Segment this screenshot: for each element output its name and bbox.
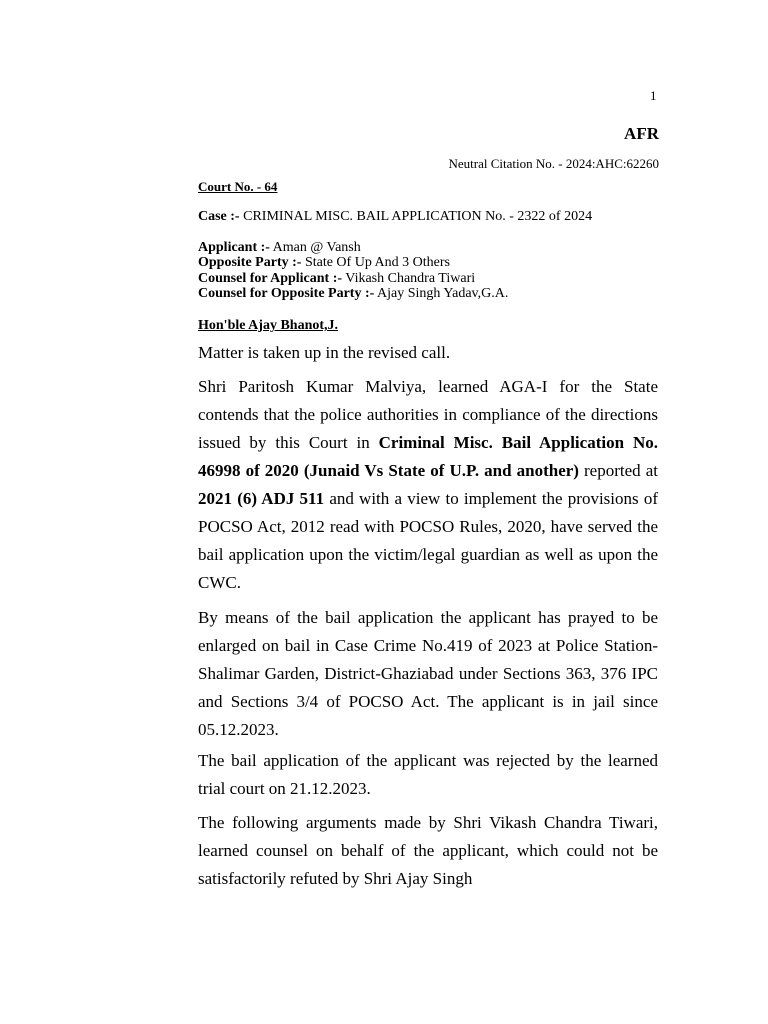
applicant-label: Applicant :- (198, 240, 270, 255)
opposite-party-value: State Of Up And 3 Others (301, 255, 450, 271)
applicant-line (198, 240, 658, 255)
case-line (198, 208, 658, 225)
counsel-applicant-line (198, 271, 658, 286)
paragraph-1: Matter is taken up in the revised call. (198, 343, 451, 363)
document-body (198, 178, 658, 893)
case-value: CRIMINAL MISC. BAIL APPLICATION No. - 2322 of 2024 (239, 209, 593, 224)
paragraph-2-bold-report: 2021 (6) ADJ 511 (198, 489, 325, 509)
paragraph-2 (198, 373, 658, 597)
counsel-opposite-label: Counsel for Opposite Party :- (198, 285, 375, 301)
page-number: 1 (650, 88, 657, 103)
counsel-opposite-line (198, 286, 658, 301)
paragraph-2-text-3: and with a view to implement the provisions of POCSO Act, 2012 read with POCSO Rules, 2020, have served the bail application upon the victim/legal guardian as well as upon the CWC. (198, 489, 658, 593)
case-label: Case :- (198, 209, 240, 224)
paragraph-4: The bail application of the applicant was rejected by the learned trial court on 21.12.2023. (198, 751, 658, 799)
parties-block (198, 240, 658, 301)
paragraph-2-text-1: Shri Paritosh Kumar Malviya, learned AGA-I for the State contends that the police authorities in compliance of the directions issued by this Court in (198, 377, 658, 453)
neutral-citation: Neutral Citation No. - 2024:AHC:62260 (448, 156, 659, 171)
counsel-applicant-label: Counsel for Applicant :- (198, 270, 343, 286)
paragraph-2-bold-citation: Criminal Misc. Bail Application No. 46998 of 2020 (Junaid Vs State of U.P. and another) (198, 433, 658, 481)
opposite-party-line (198, 255, 658, 270)
applicant-value: Aman @ Vansh (269, 240, 361, 255)
afr-label: AFR (624, 124, 659, 143)
court-number: Court No. - 64 (198, 179, 278, 194)
counsel-applicant-value: Vikash Chandra Tiwari (342, 270, 476, 286)
opposite-party-label: Opposite Party :- (198, 255, 302, 271)
counsel-opposite-value: Ajay Singh Yadav,G.A. (374, 285, 509, 301)
paragraph-2-text-2: reported at (578, 461, 659, 481)
judge-name: Hon'ble Ajay Bhanot,J. (198, 318, 339, 334)
paragraph-5: The following arguments made by Shri Vikash Chandra Tiwari, learned counsel on behalf of the applicant, which could not be satisfactorily refuted by Shri Ajay Singh (198, 813, 658, 889)
paragraph-3: By means of the bail application the applicant has prayed to be enlarged on bail in Case Crime No.419 of 2023 at Police Station-Shalimar Garden, District-Ghaziabad under Sections 363, 376 IPC and Sections 3/4 of POCSO Act. The applicant is in jail since 05.12.2023. (198, 608, 658, 740)
